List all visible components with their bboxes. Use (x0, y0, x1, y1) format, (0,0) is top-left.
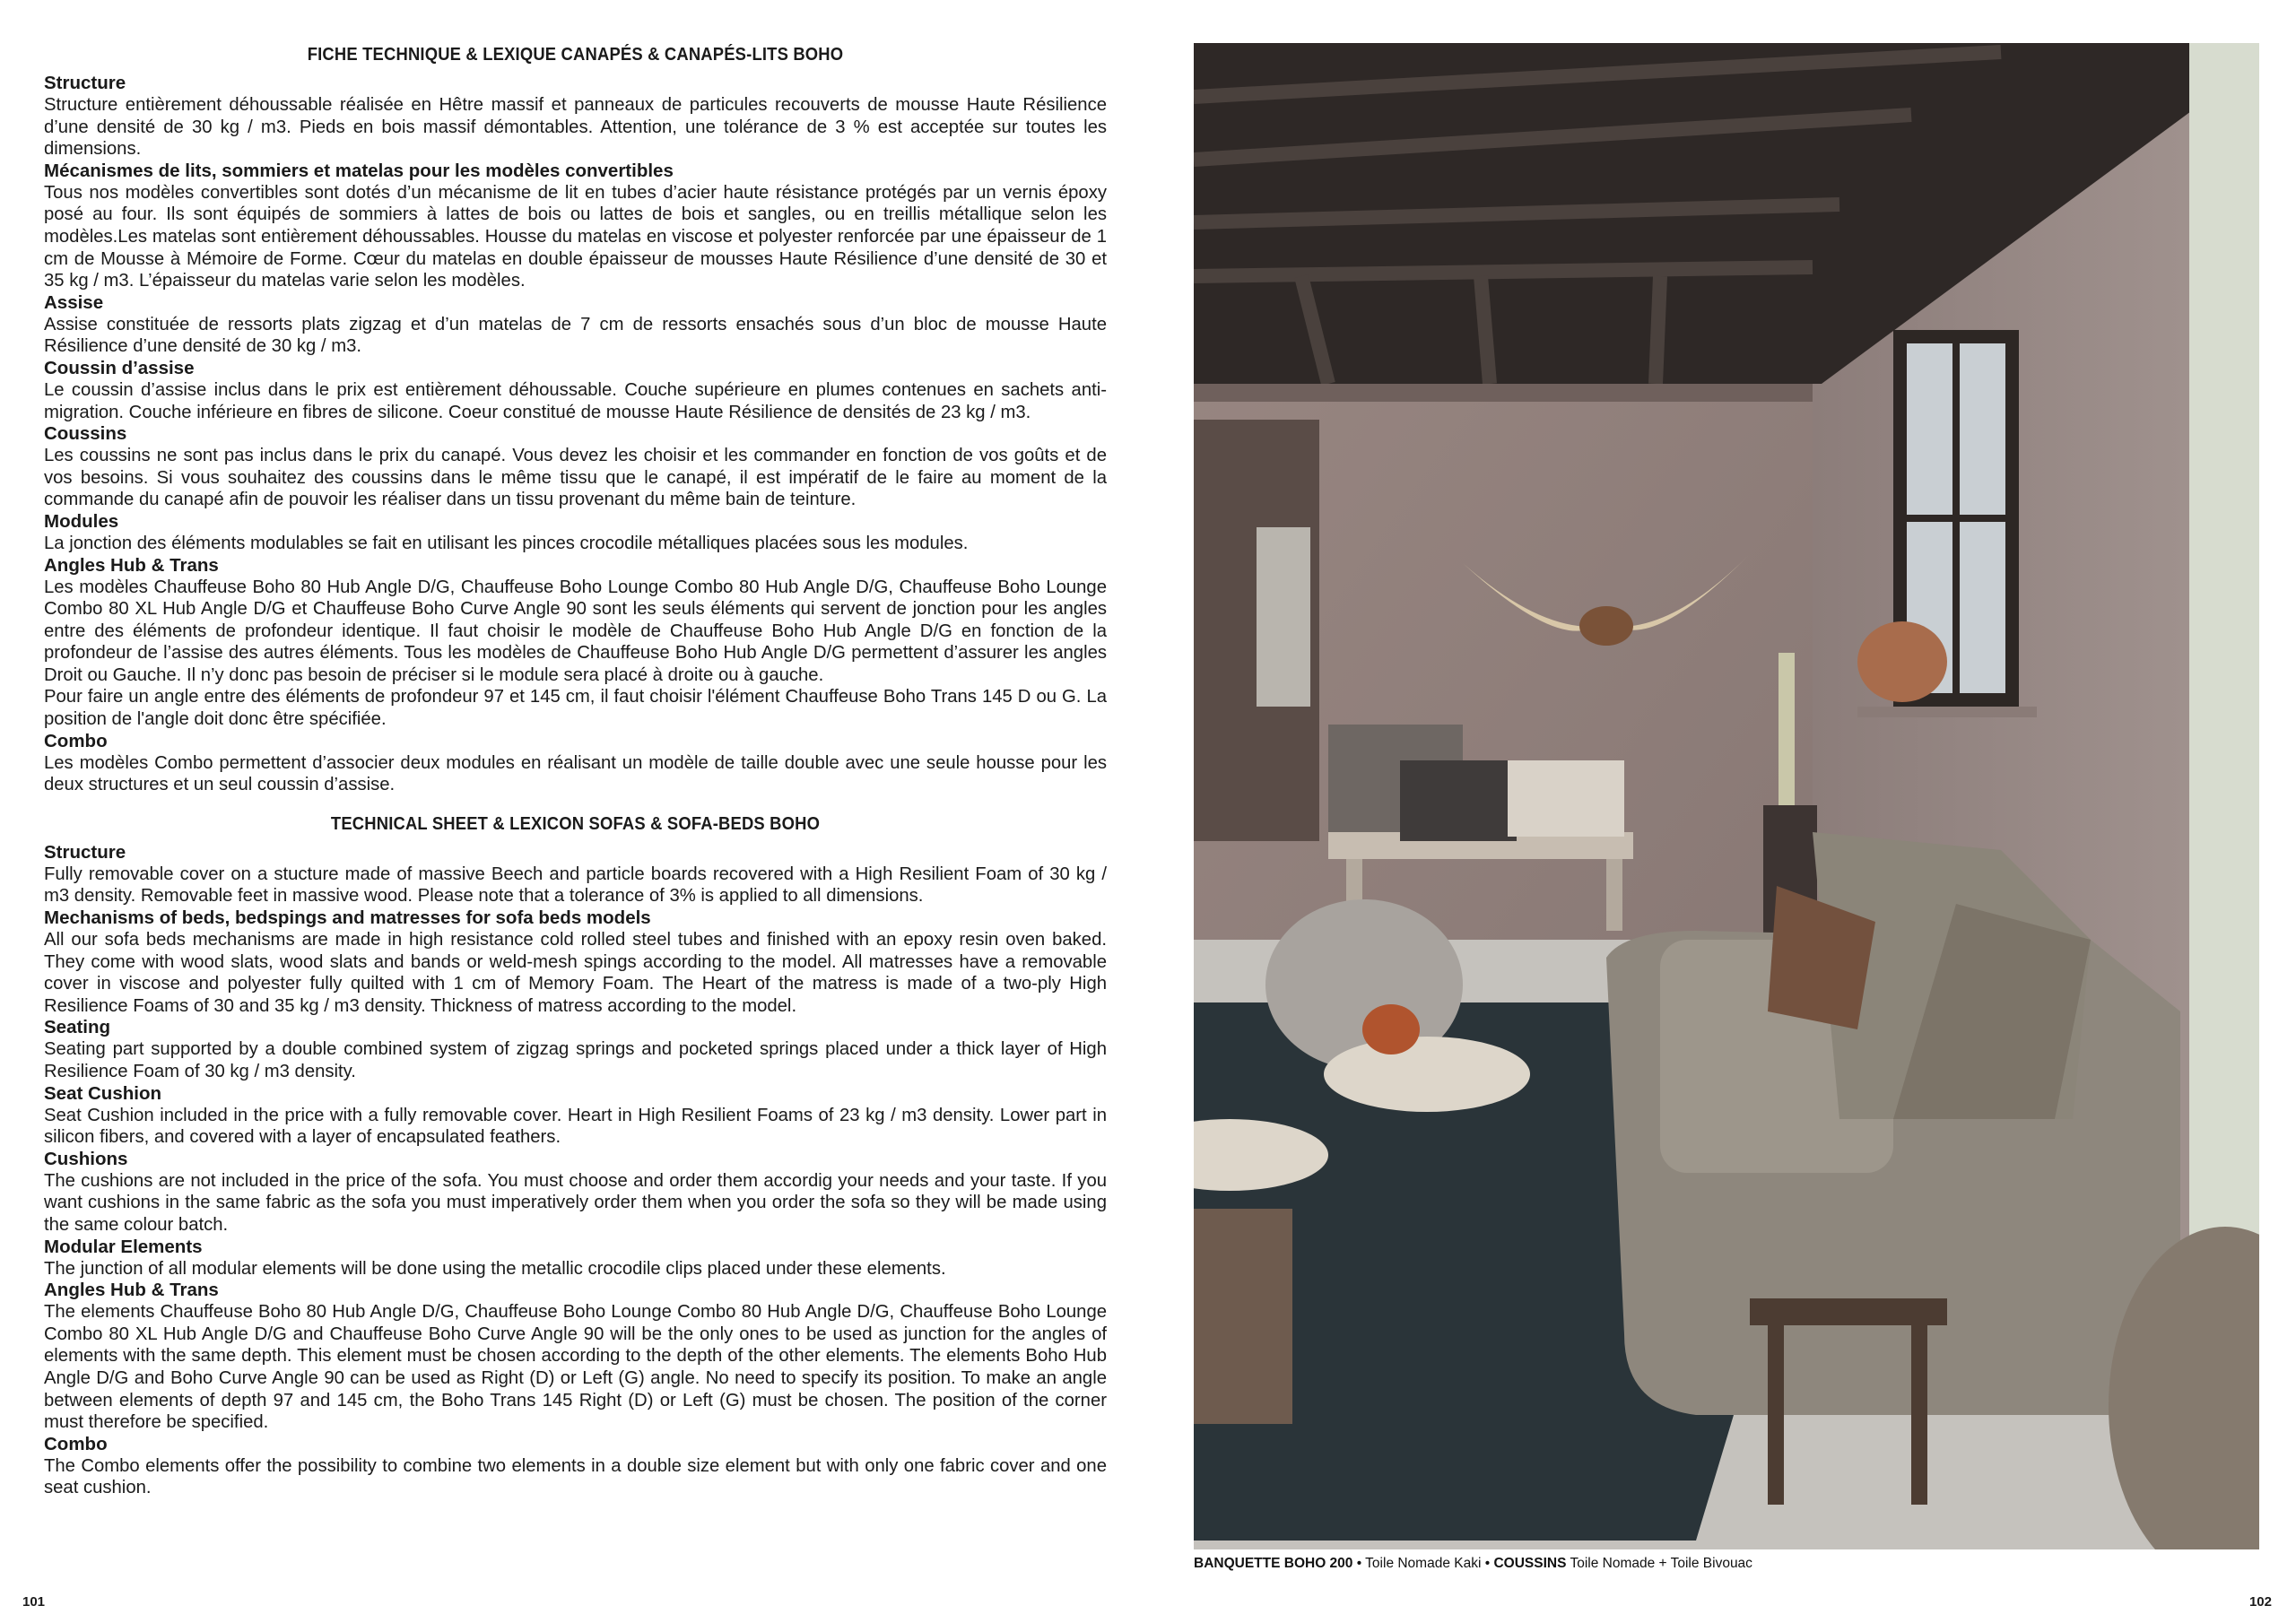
english-sections (44, 842, 1107, 1499)
section-paragraph: The junction of all modular elements will be done using the metallic crocodile clips placed under these elements. (44, 1258, 946, 1279)
section-entry (44, 1237, 1107, 1280)
section-heading: Angles Hub & Trans (44, 1280, 219, 1301)
caption-cushions-label: COUSSINS (1493, 1556, 1567, 1571)
section-heading: Combo (44, 730, 108, 751)
section-heading: Coussins (44, 423, 127, 445)
caption-fabric: • Toile Nomade Kaki • (1352, 1556, 1494, 1571)
section-paragraph: Les coussins ne sont pas inclus dans le prix du canapé. Vous devez les choisir et les commander en fonction de vos goûts et de vos besoins. Si vous souhaitez des coussins dans le même tissu que le canapé, il est impératif de le faire au moment de la commande du canapé afin de pouvoir les réaliser dans un tissu provenant du même bain de teinture. (44, 446, 1107, 510)
section-entry (44, 555, 1107, 731)
section-paragraph: Seat Cushion included in the price with a fully removable cover. Heart in High Resilient Foams of 23 kg / m3 density. Lower part in silicon fibers, and covered with a layer of encapsulated feathers. (44, 1105, 1107, 1148)
section-paragraph: The elements Chauffeuse Boho 80 Hub Angle D/G, Chauffeuse Boho Lounge Combo 80 Hub Angle D/G, Chauffeuse Boho Lounge Combo 80 XL Hub Angle D/G and Chauffeuse Boho Curve Angle 90 will be the only ones to be used as junction for the angles of elements with the same depth. This element must be chosen according to the depth of the other elements. The elements Boho Hub Angle D/G and Boho Curve Angle 90 can be used as Right (D) or Left (G) angle. No need to specify its position. To make an angle between elements of depth 97 and 145 cm, the Boho Trans 145 Right (D) or Left (G) must be chosen. The position of the corner must therefore be specified. (44, 1302, 1107, 1433)
section-entry (44, 842, 1107, 907)
section-entry (44, 292, 1107, 358)
interior-photo (1194, 43, 2259, 1549)
section-entry (44, 1149, 1107, 1237)
french-sections (44, 73, 1107, 796)
section-paragraph: Fully removable cover on a stucture made of massive Beech and particle boards recovered with a High Resilient Foam of 30 kg / m3 density. Removable feet in massive wood. Please note that a tolerance of 3% is applied to all dimensions. (44, 864, 1107, 907)
section-paragraph: Les modèles Chauffeuse Boho 80 Hub Angle D/G, Chauffeuse Boho Lounge Combo 80 Hub Angle D/G, Chauffeuse Boho Lounge Combo 80 XL Hub Angle D/G et Chauffeuse Boho Curve Angle 90 sont les seuls éléments qui servent de jonction pour les angles entre des éléments de profondeur identique. Il faut choisir le modèle de Chauffeuse Boho Hub Angle D/G en fonction de la profondeur de l’assise des autres éléments. Tous les modèles de Chauffeuse Boho Hub Angle D/G permettent d’assurer les angles Droit ou Gauche. Il n’y donc pas besoin de préciser si le module sera placé à droite ou à gauche. (44, 577, 1107, 685)
section-paragraph: Assise constituée de ressorts plats zigzag et d’un matelas de 7 cm de ressorts ensachés sous d’un bloc de mousse Haute Résilience d’une densité de 30 kg / m3. (44, 314, 1107, 357)
section-paragraph: Seating part supported by a double combined system of zigzag springs and pocketed springs placed under a thick layer of High Resilience Foam of 30 kg / m3 density. (44, 1039, 1107, 1081)
french-section-title: FICHE TECHNIQUE & LEXIQUE CANAPÉS & CANAPÉS-LITS BOHO (307, 45, 844, 65)
section-heading: Mécanismes de lits, sommiers et matelas pour les modèles convertibles (44, 160, 674, 181)
section-entry (44, 907, 1107, 1017)
section-paragraph: Pour faire un angle entre des éléments de profondeur 97 et 145 cm, il faut choisir l'élément Chauffeuse Boho Trans 145 D ou G. La position de l'angle doit donc être spécifiée. (44, 687, 1107, 730)
section-entry (44, 358, 1107, 423)
section-entry (44, 73, 1107, 161)
section-heading: Seating (44, 1017, 111, 1038)
caption-product: BANQUETTE BOHO 200 (1194, 1556, 1353, 1571)
section-entry (44, 1280, 1107, 1434)
section-heading: Cushions (44, 1148, 128, 1169)
section-entry (44, 1434, 1107, 1499)
section-paragraph: Tous nos modèles convertibles sont dotés d’un mécanisme de lit en tubes d’acier haute résistance protégés par un vernis époxy posé au four. Ils sont équipés de sommiers à lattes de bois ou lattes de bois et sangles, ou en treillis métallique selon les modèles.Les matelas sont entièrement déhoussables. Housse du matelas en viscose et polyester renforcée par une épaisseur de 1 cm de Mousse à Mémoire de Forme. Cœur du matelas en double épaisseur de mousses Haute Résilience d’une densité de 30 et 35 kg / m3. L’épaisseur du matelas varie selon les modèles. (44, 182, 1107, 291)
section-paragraph: Le coussin d’assise inclus dans le prix est entièrement déhoussable. Couche supérieure en plumes contenues en sachets anti-migration. Couche inférieure en fibres de silicone. Coeur constitué de mousse Haute Résilience de densités de 23 kg / m3. (44, 379, 1107, 422)
section-heading: Assise (44, 291, 104, 313)
section-heading: Coussin d’assise (44, 357, 195, 378)
section-entry (44, 423, 1107, 511)
section-heading: Combo (44, 1433, 108, 1454)
section-heading: Structure (44, 841, 126, 863)
section-paragraph: Les modèles Combo permettent d’associer deux modules en réalisant un modèle de taille double avec une seule housse pour les deux structures et un seul coussin d’assise. (44, 752, 1107, 795)
section-entry (44, 511, 1107, 555)
english-section-title: TECHNICAL SHEET & LEXICON SOFAS & SOFA-BEDS BOHO (330, 813, 821, 834)
section-heading: Modules (44, 510, 119, 532)
section-entry (44, 161, 1107, 292)
section-heading: Seat Cushion (44, 1082, 161, 1104)
section-entry (44, 1017, 1107, 1082)
section-paragraph: Structure entièrement déhoussable réalisée en Hêtre massif et panneaux de particules recouverts de mousse Haute Résilience d’une densité de 30 kg / m3. Pieds en bois massif démontables. Attention, une tolérance de 3 % est acceptée sur toutes les dimensions. (44, 95, 1107, 160)
text-column (44, 39, 1107, 1499)
section-heading: Modular Elements (44, 1236, 203, 1257)
page-number-left: 101 (22, 1594, 46, 1610)
section-paragraph: The cushions are not included in the price of the sofa. You must choose and order them accordig your needs and your taste. If you want cushions in the same fabric as the sofa you must imperatively order them when you order the sofa so they will be made using the same colour batch. (44, 1170, 1107, 1235)
photo-caption (1194, 1556, 1752, 1572)
section-paragraph: La jonction des éléments modulables se fait en utilisant les pinces crocodile métalliques placées sous les modules. (44, 533, 969, 553)
section-heading: Mechanisms of beds, bedspings and matresses for sofa beds models (44, 907, 651, 929)
section-paragraph: All our sofa beds mechanisms are made in high resistance cold rolled steel tubes and finished with an epoxy resin oven baked. They come with wood slats, wood slats and bands or weld-mesh spings according to the model. All matresses have a removable cover in viscose and polyester fully quilted with 1 cm of Memory Foam. The Heart of the matress is made of a two-ply High Resilience Foams of 30 and 35 kg / m3 density. Thickness of matress according to the model. (44, 930, 1107, 1016)
section-heading: Structure (44, 73, 126, 93)
section-entry (44, 1083, 1107, 1149)
section-paragraph: The Combo elements offer the possibility to combine two elements in a double size element but with only one fabric cover and one seat cushion. (44, 1455, 1107, 1498)
caption-cushions-fabric: Toile Nomade + Toile Bivouac (1566, 1556, 1752, 1571)
page-number-right: 102 (2248, 1594, 2272, 1610)
section-heading: Angles Hub & Trans (44, 554, 219, 576)
section-entry (44, 731, 1107, 796)
